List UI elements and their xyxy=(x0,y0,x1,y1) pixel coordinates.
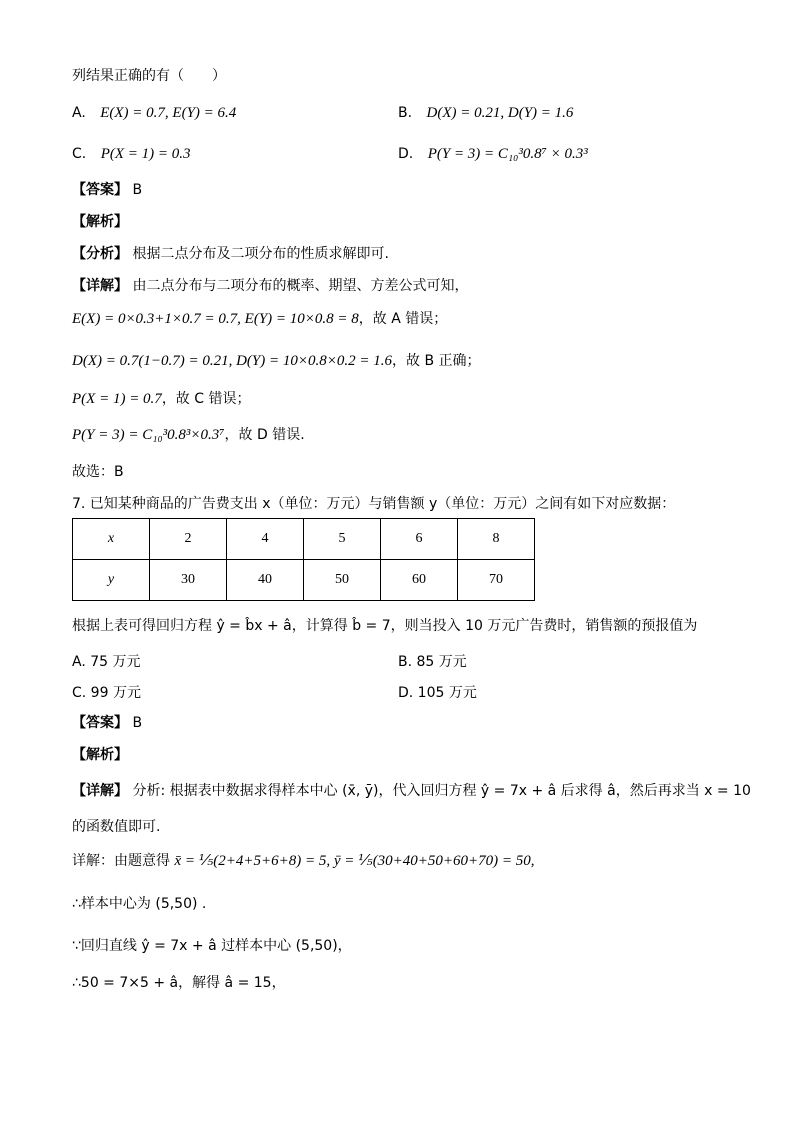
q7-option-b: B. 85 万元 xyxy=(398,654,467,670)
option-a xyxy=(72,103,236,123)
step-2 xyxy=(72,351,481,371)
q7-option-a: A. 75 万元 xyxy=(72,654,141,670)
option-c-label: C. xyxy=(72,146,87,162)
option-c-text: P(X = 1) = 0.3 xyxy=(100,146,191,162)
step-4-math: P(Y = 3) = C₁₀³0.8³×0.3⁷ xyxy=(72,427,225,443)
step-1-text: ，故 A 错误； xyxy=(358,311,448,327)
answer-tag: 【答案】 xyxy=(72,715,128,731)
option-d xyxy=(398,144,588,164)
step-3-math: P(X = 1) = 0.7 xyxy=(72,391,162,407)
step-2-math: D(X) = 0.7(1−0.7) = 0.21, D(Y) = 10×0.8×0.2 = 1.6 xyxy=(72,353,392,369)
table-cell: 40 xyxy=(227,560,304,601)
table-cell: 30 xyxy=(150,560,227,601)
choose-line: 故选：B xyxy=(72,464,124,480)
step-4 xyxy=(72,425,305,445)
q7-solve-line-1 xyxy=(72,851,535,871)
table-row-y xyxy=(73,560,535,601)
xiangjie-tag: 【详解】 xyxy=(72,783,128,799)
detail-text: 分析: 根据表中数据求得样本中心 (x̄, ȳ)，代入回归方程 ŷ = 7x + â 后求得 â，然后再求当 x = 10 xyxy=(132,783,751,799)
q7-through-line: ∵回归直线 ŷ = 7x + â 过样本中心 (5,50)， xyxy=(72,938,352,954)
option-b-text: D(X) = 0.21, D(Y) = 1.6 xyxy=(426,105,574,121)
answer-value: B xyxy=(132,715,143,731)
option-c xyxy=(72,144,191,164)
xiangjie-text: 由二点分布与二项分布的概率、期望、方差公式可知， xyxy=(132,278,469,294)
solve-math: x̄ = ⅕(2+4+5+6+8) = 5, ȳ = ⅕(30+40+50+60+70) = 50, xyxy=(174,853,535,869)
fenxi-tag: 【分析】 xyxy=(72,246,128,262)
answer-value: B xyxy=(132,182,143,198)
table-cell: 4 xyxy=(227,519,304,560)
table-cell: 50 xyxy=(304,560,381,601)
option-b xyxy=(398,103,573,123)
step-4-text: ，故 D 错误. xyxy=(224,427,305,443)
fenxi-text: 根据二点分布及二项分布的性质求解即可. xyxy=(132,246,389,262)
table-cell: 2 xyxy=(150,519,227,560)
answer-tag: 【答案】 xyxy=(72,182,128,198)
fenxi-line xyxy=(72,244,389,264)
table-row-header: x xyxy=(73,519,150,560)
q7-detail-line-1 xyxy=(72,781,751,801)
table-cell: 8 xyxy=(458,519,535,560)
question-7-text: 根据上表可得回归方程 ŷ = b̂x + â，计算得 b̂ = 7，则当投入 10 万元广告费时，销售额的预报值为 xyxy=(72,618,698,634)
table-cell: 5 xyxy=(304,519,381,560)
xiangjie-tag: 【详解】 xyxy=(72,278,128,294)
q7-center-line: ∴样本中心为 (5,50) . xyxy=(72,896,207,912)
q7-answer-line xyxy=(72,713,142,733)
option-b-label: B. xyxy=(398,105,413,121)
question-stem-tail: 列结果正确的有（ ） xyxy=(72,68,226,84)
option-a-label: A. xyxy=(72,105,86,121)
answer-line xyxy=(72,180,142,200)
step-3-text: ，故 C 错误； xyxy=(161,391,251,407)
table-cell: 6 xyxy=(381,519,458,560)
data-table xyxy=(72,518,535,601)
option-a-text: E(X) = 0.7, E(Y) = 6.4 xyxy=(100,105,237,121)
step-1 xyxy=(72,309,447,329)
q7-option-d: D. 105 万元 xyxy=(398,685,477,701)
q7-analysis-tag: 【解析】 xyxy=(72,747,128,763)
q7-solve-a-line: ∴50 = 7×5 + â，解得 â = 15， xyxy=(72,975,286,991)
option-d-text: P(Y = 3) = C₁₀³0.8⁷ × 0.3³ xyxy=(427,146,588,162)
table-cell: 60 xyxy=(381,560,458,601)
solve-prefix: 详解：由题意得 xyxy=(72,853,175,869)
step-2-text: ，故 B 正确； xyxy=(392,353,481,369)
table-row-header: y xyxy=(73,560,150,601)
q7-detail-line-2: 的函数值即可. xyxy=(72,819,161,835)
table-row-x xyxy=(73,519,535,560)
q7-option-c: C. 99 万元 xyxy=(72,685,141,701)
xiangjie-line xyxy=(72,276,468,296)
question-7-stem: 7. 已知某种商品的广告费支出 x（单位：万元）与销售额 y（单位：万元）之间有如下对应数据： xyxy=(72,496,676,512)
step-1-math: E(X) = 0×0.3+1×0.7 = 0.7, E(Y) = 10×0.8 = 8 xyxy=(72,311,359,327)
option-d-label: D. xyxy=(398,146,414,162)
step-3 xyxy=(72,389,251,409)
table-cell: 70 xyxy=(458,560,535,601)
analysis-tag: 【解析】 xyxy=(72,214,128,230)
